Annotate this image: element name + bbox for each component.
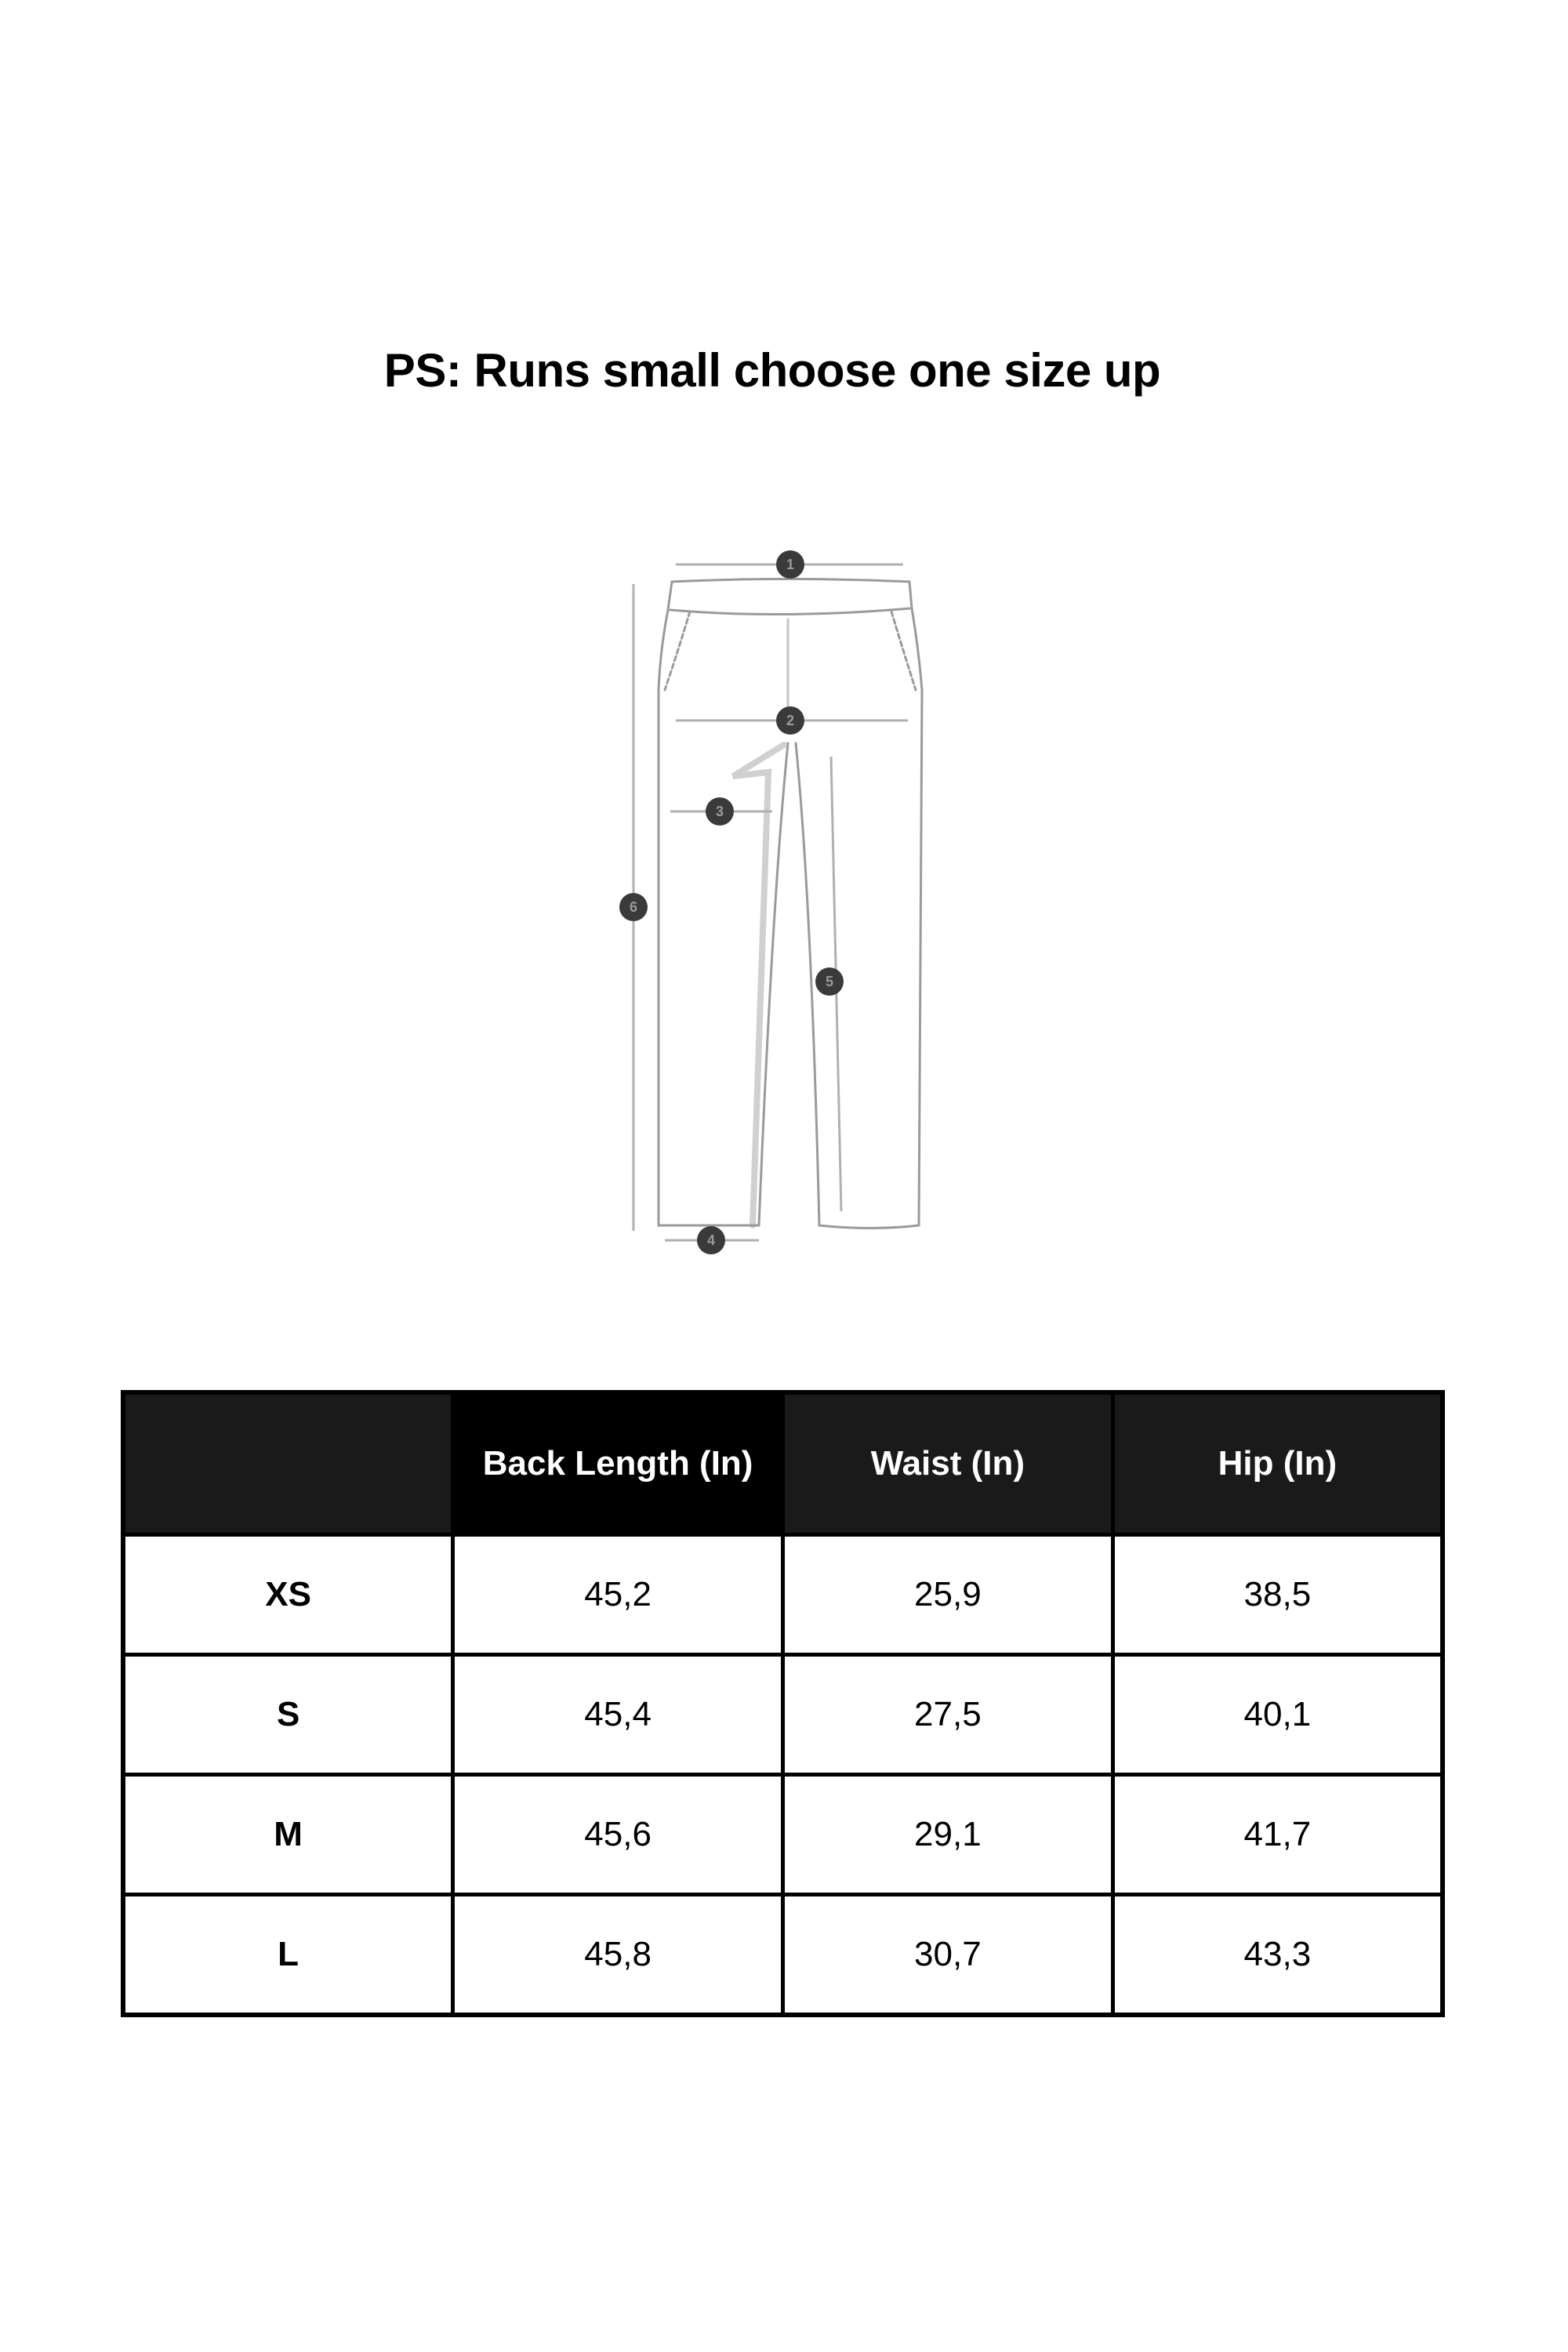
pants-measurement-diagram-icon: [604, 533, 964, 1286]
table-row: [123, 1655, 1443, 1775]
header-back-length: Back Length (In): [453, 1392, 783, 1535]
back-length-cell: 45,2: [453, 1535, 783, 1655]
header-hip: Hip (In): [1112, 1392, 1443, 1535]
waist-cell: 30,7: [783, 1895, 1113, 2016]
size-cell: S: [123, 1655, 453, 1775]
hip-cell: 41,7: [1112, 1775, 1443, 1895]
size-cell: XS: [123, 1535, 453, 1655]
back-length-cell: 45,4: [453, 1655, 783, 1775]
size-note-title: PS: Runs small choose one size up: [383, 344, 1161, 397]
size-cell: L: [123, 1895, 453, 2016]
svg-text:2: 2: [786, 713, 795, 728]
header-size: [123, 1392, 453, 1535]
waist-cell: 29,1: [783, 1775, 1113, 1895]
back-length-cell: 45,8: [453, 1895, 783, 2016]
svg-text:1: 1: [786, 557, 795, 572]
header-waist: Waist (In): [783, 1392, 1113, 1535]
waist-cell: 25,9: [783, 1535, 1113, 1655]
table-row: [123, 1895, 1443, 2016]
svg-text:5: 5: [825, 974, 834, 989]
hip-cell: 38,5: [1112, 1535, 1443, 1655]
svg-text:4: 4: [706, 1232, 716, 1248]
back-length-cell: 45,6: [453, 1775, 783, 1895]
size-chart-table: [121, 1390, 1445, 2017]
hip-cell: 40,1: [1112, 1655, 1443, 1775]
table-header-row: [123, 1392, 1443, 1535]
svg-text:3: 3: [715, 804, 724, 819]
table-row: [123, 1535, 1443, 1655]
table-row: [123, 1775, 1443, 1895]
size-cell: M: [123, 1775, 453, 1895]
hip-cell: 43,3: [1112, 1895, 1443, 2016]
svg-text:6: 6: [629, 899, 638, 915]
waist-cell: 27,5: [783, 1655, 1113, 1775]
